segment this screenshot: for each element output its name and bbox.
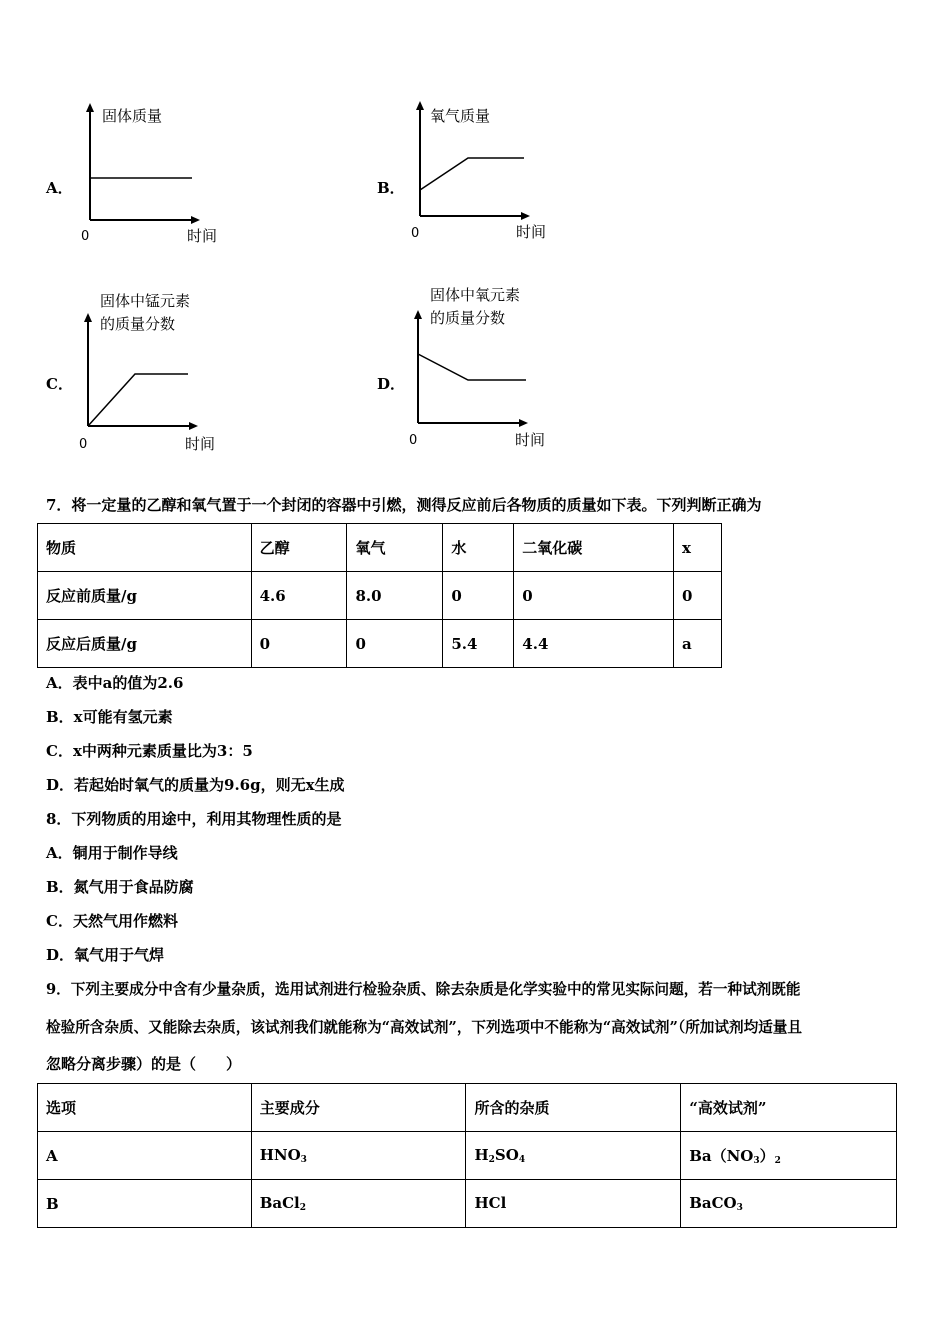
graph-d-ylabel-1: 固体中氧元素: [430, 286, 521, 304]
table-cell: 反应后质量/g: [38, 620, 252, 668]
graph-b-ylabel: 氧气质量: [430, 107, 491, 125]
q7-option-b: B．x可能有氢元素: [46, 708, 173, 726]
graph-b-xlabel: 时间: [516, 223, 547, 241]
table-cell: 0: [443, 572, 514, 620]
table-row: [38, 1132, 897, 1180]
q7-th-oxygen: 氧气: [347, 524, 443, 572]
table-cell: 反应前质量/g: [38, 572, 252, 620]
q7-option-c: C．x中两种元素质量比为3：5: [46, 742, 253, 760]
graph-b: [400, 98, 600, 248]
q7-table: [37, 523, 722, 668]
graph-c: [68, 285, 268, 455]
q9-stem-line-2: 检验所含杂质、又能除去杂质，该试剂我们就能称为“高效试剂”，下列选项中不能称为“高效试剂”（所加试剂均适量且: [46, 1019, 802, 1036]
q9-table-header-row: [38, 1084, 897, 1132]
table-cell: 8.0: [347, 572, 443, 620]
q7-table-header-row: [38, 524, 722, 572]
graph-c-xlabel: 时间: [185, 435, 216, 453]
graph-c-label: C．: [46, 375, 73, 393]
table-cell: B: [38, 1180, 252, 1228]
graph-b-label: B．: [377, 179, 405, 197]
graph-a: [70, 100, 270, 250]
table-cell: 4.6: [251, 572, 347, 620]
table-row: [38, 572, 722, 620]
graph-a-label: A．: [46, 179, 73, 197]
q8-stem: 8．下列物质的用途中，利用其物理性质的是: [46, 810, 342, 828]
graph-d-ylabel-2: 的质量分数: [430, 309, 506, 327]
table-cell: a: [674, 620, 722, 668]
q9-th-main: 主要成分: [251, 1084, 466, 1132]
q9-th-option: 选项: [38, 1084, 252, 1132]
q9-th-impurity: 所含的杂质: [466, 1084, 681, 1132]
table-cell: BaCl$_2$: [251, 1180, 466, 1228]
table-cell: 0: [347, 620, 443, 668]
q8-option-a: A．铜用于制作导线: [46, 844, 178, 862]
table-cell: $H_2SO_4$: [466, 1132, 681, 1180]
graph-d-xlabel: 时间: [515, 431, 546, 449]
graph-d-origin: 0: [409, 433, 418, 448]
table-cell: 0: [674, 572, 722, 620]
graph-d-label: D．: [377, 375, 406, 393]
q9-th-reagent: “高效试剂”: [681, 1084, 897, 1132]
graph-c-ylabel-2: 的质量分数: [100, 315, 176, 333]
table-cell: 0: [251, 620, 347, 668]
graph-d: [398, 280, 598, 455]
q7-stem: 7．将一定量的乙醇和氧气置于一个封闭的容器中引燃，测得反应前后各物质的质量如下表。下列判断正确为: [46, 496, 762, 514]
table-cell: 4.4: [514, 620, 674, 668]
q7-th-x: x: [674, 524, 722, 572]
table-cell: HCl: [466, 1180, 681, 1228]
graph-a-ylabel: 固体质量: [102, 107, 163, 125]
q9-table: [37, 1083, 897, 1228]
graph-b-origin: 0: [411, 226, 420, 241]
q8-option-b: B．氮气用于食品防腐: [46, 878, 194, 896]
q8-option-c: C．天然气用作燃料: [46, 912, 178, 930]
table-cell: 5.4: [443, 620, 514, 668]
table-cell: $Ba(NO_3)_2$: [681, 1132, 897, 1180]
q7-option-d: D．若起始时氧气的质量为9.6g，则无x生成: [46, 776, 345, 794]
q7-option-a: A．表中a的值为2.6: [46, 674, 184, 692]
graph-c-origin: 0: [79, 437, 88, 452]
q8-option-d: D．氧气用于气焊: [46, 946, 165, 964]
table-cell: 0: [514, 572, 674, 620]
table-cell: BaCO$_3$: [681, 1180, 897, 1228]
q7-th-ethanol: 乙醇: [251, 524, 347, 572]
table-cell: A: [38, 1132, 252, 1180]
q9-stem-line-1: 9．下列主要成分中含有少量杂质，选用试剂进行检验杂质、除去杂质是化学实验中的常见实际问题，若一种试剂既能: [46, 981, 801, 998]
q7-th-substance: 物质: [38, 524, 252, 572]
table-row: [38, 1180, 897, 1228]
table-cell: $HNO_3$: [251, 1132, 466, 1180]
graph-a-origin: 0: [81, 229, 90, 244]
q9-stem-line-3: 忽略分离步骤）的是（ ）: [46, 1055, 242, 1073]
q7-th-co2: 二氧化碳: [514, 524, 674, 572]
graph-a-xlabel: 时间: [187, 227, 218, 245]
graph-c-ylabel-1: 固体中锰元素: [100, 292, 191, 310]
table-row: [38, 620, 722, 668]
q7-th-water: 水: [443, 524, 514, 572]
